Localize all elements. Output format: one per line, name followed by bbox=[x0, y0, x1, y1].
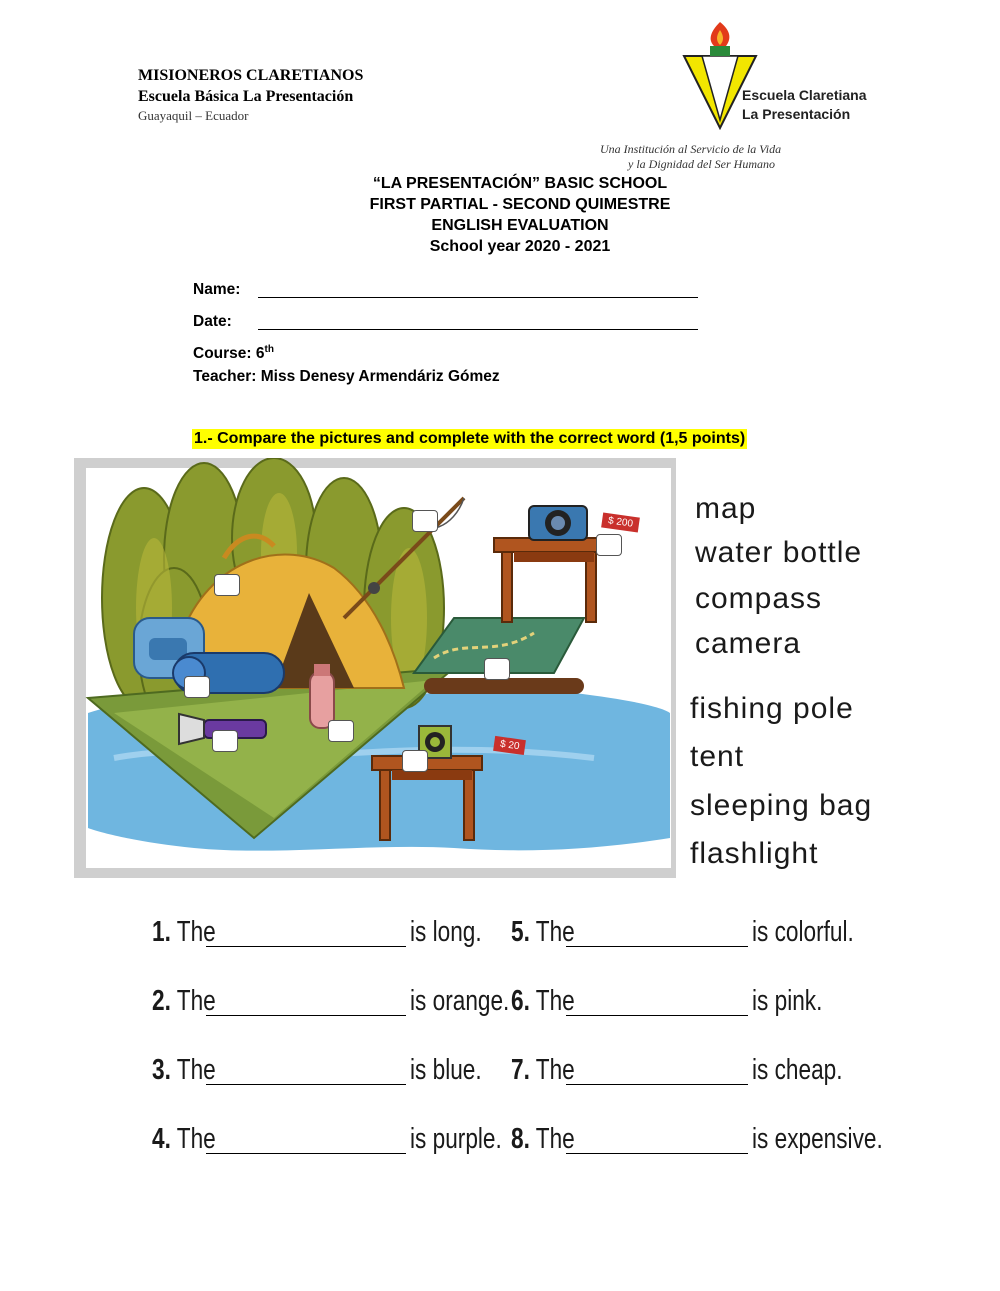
sentence-7 bbox=[511, 1054, 575, 1087]
sentence-8 bbox=[511, 1123, 575, 1156]
sentence-number: 4. bbox=[152, 1123, 171, 1155]
sentence-number: 8. bbox=[511, 1123, 530, 1155]
label-box-sleeping-bag[interactable] bbox=[184, 676, 210, 698]
price-cheap-text: $ 20 bbox=[499, 738, 521, 753]
course-label: Course: 6 bbox=[193, 345, 265, 363]
name-label: Name: bbox=[193, 281, 241, 298]
answer-blank-1[interactable] bbox=[206, 946, 406, 947]
sentence-number: 7. bbox=[511, 1054, 530, 1086]
sentence-number: 6. bbox=[511, 985, 530, 1017]
word-bank-item: map bbox=[695, 492, 757, 525]
motto-line1: Una Institución al Servicio de la Vida bbox=[600, 142, 782, 156]
sentence-pre: The bbox=[535, 1123, 575, 1155]
sentence-number: 3. bbox=[152, 1054, 171, 1086]
sentence-post: is pink. bbox=[752, 985, 823, 1017]
answer-blank-4[interactable] bbox=[206, 1153, 406, 1154]
sentence-pre: The bbox=[176, 916, 216, 948]
sentence-6 bbox=[511, 985, 575, 1018]
motto-line2: y la Dignidad del Ser Humano bbox=[628, 157, 775, 171]
title-line2: FIRST PARTIAL - SECOND QUIMESTRE bbox=[369, 196, 671, 213]
sentence-post: is purple. bbox=[410, 1123, 502, 1155]
title-line4: School year 2020 - 2021 bbox=[429, 238, 611, 255]
label-box-map[interactable] bbox=[484, 658, 510, 680]
answer-blank-2[interactable] bbox=[206, 1015, 406, 1016]
sentence-post: is colorful. bbox=[752, 916, 854, 948]
sentence-1 bbox=[152, 916, 216, 949]
label-box-fishing-pole[interactable] bbox=[412, 510, 438, 532]
label-box-tent[interactable] bbox=[214, 574, 240, 596]
sentence-post: is orange. bbox=[410, 985, 510, 1017]
sentence-post: is cheap. bbox=[752, 1054, 843, 1086]
sentence-number: 1. bbox=[152, 916, 171, 948]
org-name: MISIONEROS CLARETIANOS bbox=[138, 67, 364, 84]
word-bank-item: compass bbox=[695, 582, 823, 615]
sentence-pre: The bbox=[535, 916, 575, 948]
sentence-4 bbox=[152, 1123, 216, 1156]
teacher-label: Teacher: Miss Denesy Armendáriz Gómez bbox=[193, 368, 500, 385]
sentence-pre: The bbox=[535, 985, 575, 1017]
title-line1: “LA PRESENTACIÓN” BASIC SCHOOL bbox=[372, 175, 668, 192]
answer-blank-5[interactable] bbox=[566, 946, 748, 947]
exercise-instruction: 1.- Compare the pictures and complete with the correct word (1,5 points) bbox=[194, 430, 746, 447]
sentence-pre: The bbox=[176, 1054, 216, 1086]
name-line[interactable] bbox=[258, 283, 698, 298]
logo-text-line1: Escuela Claretiana bbox=[742, 87, 867, 103]
school-logo bbox=[680, 20, 890, 130]
sentence-3 bbox=[152, 1054, 216, 1087]
sentence-pre: The bbox=[535, 1054, 575, 1086]
word-bank-item: flashlight bbox=[690, 837, 819, 870]
course-sup: th bbox=[264, 344, 274, 355]
answer-blank-3[interactable] bbox=[206, 1084, 406, 1085]
sentence-number: 2. bbox=[152, 985, 171, 1017]
sentence-post: is long. bbox=[410, 916, 482, 948]
answer-blank-8[interactable] bbox=[566, 1153, 748, 1154]
answer-blank-7[interactable] bbox=[566, 1084, 748, 1085]
course-field bbox=[193, 344, 274, 363]
camping-illustration bbox=[74, 458, 676, 878]
logo-text-line2: La Presentación bbox=[742, 106, 851, 122]
word-bank-item: fishing pole bbox=[690, 692, 854, 725]
school-name: Escuela Básica La Presentación bbox=[138, 88, 354, 105]
sentence-2 bbox=[152, 985, 216, 1018]
title-line3: ENGLISH EVALUATION bbox=[431, 217, 609, 234]
word-bank-item: tent bbox=[690, 740, 745, 773]
label-box-water-bottle[interactable] bbox=[328, 720, 354, 742]
label-box-compass[interactable] bbox=[402, 750, 428, 772]
school-location: Guayaquil – Ecuador bbox=[138, 108, 249, 123]
date-line[interactable] bbox=[258, 315, 698, 330]
word-bank-item: water bottle bbox=[695, 536, 863, 569]
word-bank-item: sleeping bag bbox=[690, 789, 873, 822]
label-box-camera[interactable] bbox=[596, 534, 622, 556]
sentence-pre: The bbox=[176, 1123, 216, 1155]
sentence-5 bbox=[511, 916, 575, 949]
sentence-post: is blue. bbox=[410, 1054, 482, 1086]
sentence-post: is expensive. bbox=[752, 1123, 883, 1155]
sentence-pre: The bbox=[176, 985, 216, 1017]
price-expensive-text: $ 200 bbox=[607, 515, 634, 530]
label-box-flashlight[interactable] bbox=[212, 730, 238, 752]
answer-blank-6[interactable] bbox=[566, 1015, 748, 1016]
sentence-number: 5. bbox=[511, 916, 530, 948]
date-label: Date: bbox=[193, 313, 232, 330]
word-bank-item: camera bbox=[695, 627, 802, 660]
